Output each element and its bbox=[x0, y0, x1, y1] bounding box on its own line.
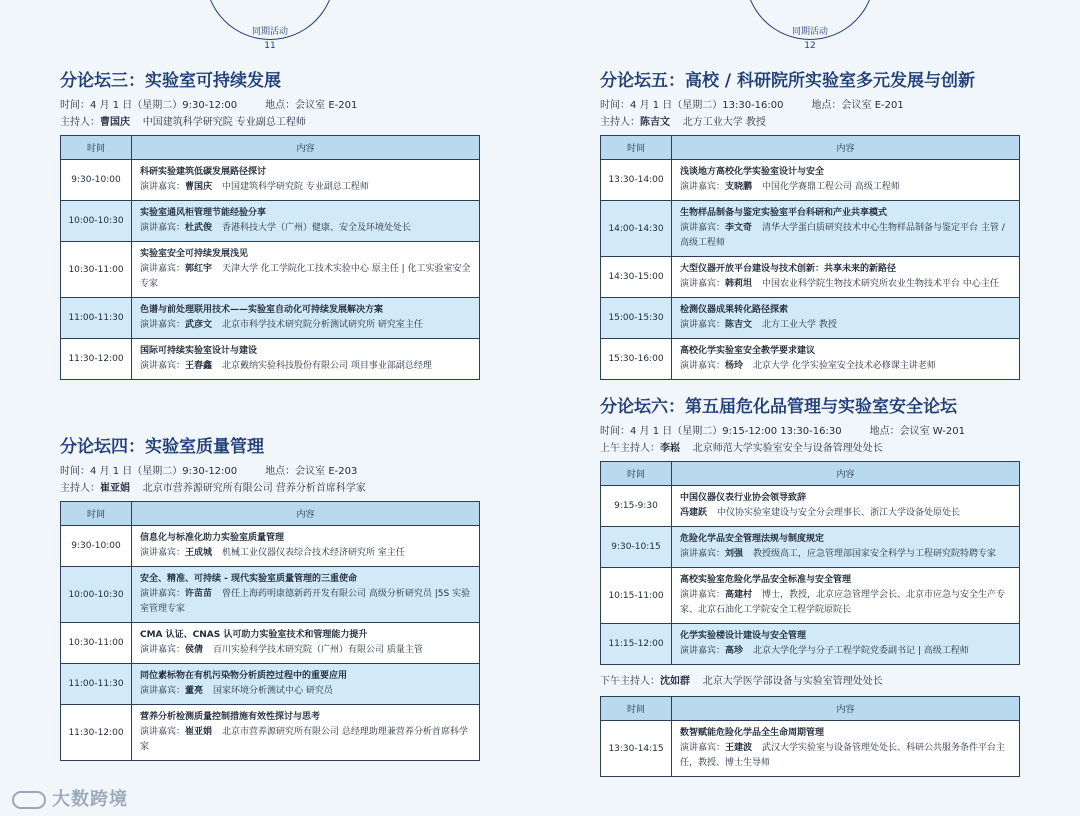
row-topic: 国际可持续实验室设计与建设 bbox=[140, 346, 258, 356]
host-org: 北方工业大学 教授 bbox=[682, 117, 766, 128]
speaker-org: 教授级高工，应急管理部国家安全科学与工程研究院特聘专家 bbox=[753, 549, 997, 559]
host-name: 李崧 bbox=[660, 443, 680, 454]
row-speaker bbox=[140, 546, 471, 561]
row-time: 11:30-12:00 bbox=[61, 339, 132, 380]
speaker-org: 香港科技大学（广州）健康、安全及环境处处长 bbox=[222, 223, 412, 233]
table-header bbox=[601, 136, 1020, 160]
row-time: 11:00-11:30 bbox=[61, 298, 132, 339]
row-speaker bbox=[680, 359, 1011, 374]
speaker-label: 演讲嘉宾： bbox=[680, 590, 726, 600]
speaker-org: 百川实验科学技术研究院（广州）有限公司 质量主管 bbox=[213, 645, 423, 655]
row-content bbox=[132, 664, 480, 705]
row-time: 15:00-15:30 bbox=[601, 298, 672, 339]
host-label: 主持人： bbox=[600, 117, 640, 128]
row-speaker bbox=[680, 221, 1011, 251]
speaker-name: 王春鑫 bbox=[185, 361, 213, 371]
row-content bbox=[132, 201, 480, 242]
row-topic: 检测仪器成果转化路径探索 bbox=[680, 305, 789, 315]
row-topic: CMA 认证、CNAS 认可助力实验室技术和管理能力提升 bbox=[140, 630, 368, 640]
row-topic: 生物样品制备与鉴定实验室平台科研和产业共享模式 bbox=[680, 208, 888, 218]
row-topic: 危险化学品安全管理法规与制度规定 bbox=[680, 534, 825, 544]
row-time: 14:00-14:30 bbox=[601, 201, 672, 257]
col-time-header: 时间 bbox=[601, 697, 672, 721]
row-speaker bbox=[680, 588, 1011, 618]
speaker-label: 演讲嘉宾： bbox=[140, 645, 186, 655]
speaker-label: 演讲嘉宾： bbox=[140, 686, 186, 696]
table-row bbox=[61, 623, 480, 664]
row-content bbox=[672, 527, 1020, 568]
row-time: 9:30-10:00 bbox=[61, 526, 132, 567]
speaker-name: 杨玲 bbox=[725, 361, 744, 371]
schedule-table bbox=[60, 135, 480, 380]
forum-time-place bbox=[600, 97, 1020, 114]
header-label: 同期活动 bbox=[251, 27, 288, 37]
col-content-header: 内容 bbox=[672, 697, 1020, 721]
table-header bbox=[601, 462, 1020, 486]
table-row bbox=[601, 201, 1020, 257]
speaker-name: 曹国庆 bbox=[185, 182, 213, 192]
table-header bbox=[601, 697, 1020, 721]
row-time: 9:30-10:15 bbox=[601, 527, 672, 568]
row-topic: 大型仪器开放平台建设与技术创新：共享未来的新路径 bbox=[680, 264, 897, 274]
speaker-name: 李文奇 bbox=[725, 223, 753, 233]
row-content bbox=[672, 624, 1020, 665]
speaker-org: 中国建筑科学研究院 专业副总工程师 bbox=[222, 182, 369, 192]
time-line: 时间：4 月 1 日（星期二）9:30-12:00 bbox=[60, 100, 238, 111]
row-time: 14:30-15:00 bbox=[601, 257, 672, 298]
row-speaker bbox=[140, 221, 471, 236]
page-number: 12 bbox=[804, 41, 816, 51]
row-topic: 中国仪器仪表行业协会领导致辞 bbox=[680, 493, 807, 503]
row-content bbox=[672, 257, 1020, 298]
row-speaker bbox=[680, 547, 1011, 562]
place-line: 地点：会议室 W-201 bbox=[869, 426, 965, 437]
row-topic: 安全、精准、可持续 - 现代实验室质量管理的三重使命 bbox=[140, 574, 358, 584]
speaker-label: 演讲嘉宾： bbox=[140, 320, 186, 330]
speaker-name: 高建村 bbox=[725, 590, 753, 600]
row-content bbox=[672, 486, 1020, 527]
row-speaker bbox=[680, 318, 1011, 333]
speaker-label: 演讲嘉宾： bbox=[140, 223, 186, 233]
table-row bbox=[601, 160, 1020, 201]
speaker-label: 演讲嘉宾： bbox=[680, 223, 726, 233]
row-topic: 色谱与前处理联用技术——实验室自动化可持续发展解决方案 bbox=[140, 305, 384, 315]
host-name: 沈如群 bbox=[660, 676, 690, 687]
row-speaker bbox=[680, 277, 1011, 292]
row-topic: 高校实验室危险化学品安全标准与安全管理 bbox=[680, 575, 852, 585]
row-speaker bbox=[680, 180, 1011, 195]
speaker-name: 冯建跃 bbox=[680, 508, 708, 518]
page-number: 11 bbox=[264, 41, 276, 51]
right-page bbox=[540, 0, 1080, 816]
row-speaker bbox=[680, 644, 1011, 659]
col-content-header: 内容 bbox=[672, 136, 1020, 160]
row-topic: 营养分析检测质量控制措施有效性探讨与思考 bbox=[140, 712, 321, 722]
host-org: 北京大学医学部设备与实验室管理处处长 bbox=[702, 676, 883, 687]
row-content bbox=[132, 705, 480, 761]
forum-title: 分论坛四：实验室质量管理 bbox=[60, 437, 264, 457]
table-row bbox=[601, 486, 1020, 527]
schedule-table bbox=[60, 501, 480, 761]
forum-am-host bbox=[600, 440, 1020, 457]
row-speaker bbox=[140, 359, 471, 374]
row-time: 9:30-10:00 bbox=[61, 160, 132, 201]
table-row bbox=[601, 624, 1020, 665]
row-speaker bbox=[140, 262, 471, 292]
watermark-logo-icon bbox=[12, 791, 46, 809]
row-speaker bbox=[140, 725, 471, 755]
row-topic: 科研实验建筑低碳发展路径探讨 bbox=[140, 167, 267, 177]
speaker-label: 演讲嘉宾： bbox=[680, 361, 726, 371]
table-row bbox=[61, 339, 480, 380]
row-time: 15:30-16:00 bbox=[601, 339, 672, 380]
row-content bbox=[132, 339, 480, 380]
schedule-table-am bbox=[600, 461, 1020, 665]
speaker-org: 北京大学 化学实验室安全技术必修课主讲老师 bbox=[753, 361, 936, 371]
row-content bbox=[132, 623, 480, 664]
forum-3 bbox=[60, 66, 480, 380]
row-content bbox=[672, 568, 1020, 624]
row-topic: 同位素标物在有机污染物分析质控过程中的重要应用 bbox=[140, 671, 348, 681]
row-topic: 实验室安全可持续发展浅见 bbox=[140, 249, 249, 259]
row-speaker bbox=[680, 741, 1011, 771]
row-content bbox=[672, 339, 1020, 380]
row-content bbox=[132, 160, 480, 201]
host-name: 曹国庆 bbox=[100, 117, 130, 128]
row-speaker bbox=[140, 684, 471, 699]
row-topic: 化学实验楼设计建设与安全管理 bbox=[680, 631, 807, 641]
speaker-name: 韩莉坦 bbox=[725, 279, 753, 289]
host-label: 主持人： bbox=[60, 483, 100, 494]
speaker-org: 武汉大学实验室与设备管理处处长、科研公共服务条件平台主任，教授、博士生导师 bbox=[680, 743, 1006, 768]
row-speaker bbox=[140, 587, 471, 617]
col-time-header: 时间 bbox=[601, 462, 672, 486]
forum-title: 分论坛五：高校 / 科研院所实验室多元发展与创新 bbox=[600, 71, 976, 91]
time-line: 时间：4 月 1 日（星期二）13:30-16:00 bbox=[600, 100, 784, 111]
forum-host bbox=[600, 114, 1020, 131]
table-row bbox=[601, 721, 1020, 777]
row-topic: 信息化与标准化助力实验室质量管理 bbox=[140, 533, 285, 543]
table-row bbox=[61, 664, 480, 705]
schedule-table bbox=[600, 135, 1020, 380]
schedule-table-pm bbox=[600, 696, 1020, 777]
host-org: 中国建筑科学研究院 专业副总工程师 bbox=[142, 117, 306, 128]
row-speaker bbox=[140, 318, 471, 333]
speaker-label: 演讲嘉宾： bbox=[140, 182, 186, 192]
row-content bbox=[132, 526, 480, 567]
forum-time-place bbox=[60, 97, 480, 114]
col-time-header: 时间 bbox=[61, 502, 132, 526]
speaker-name: 陈吉文 bbox=[725, 320, 753, 330]
col-content-header: 内容 bbox=[132, 136, 480, 160]
row-content bbox=[672, 201, 1020, 257]
row-topic: 实验室通风柜管理节能经验分享 bbox=[140, 208, 267, 218]
speaker-label: 演讲嘉宾： bbox=[140, 264, 186, 274]
row-time: 10:30-11:00 bbox=[61, 242, 132, 298]
col-content-header: 内容 bbox=[672, 462, 1020, 486]
speaker-org: 博士，教授，北京应急管理学会长、北京市应急与安全生产专家、北京石油化工学院安全工程学院原院长 bbox=[680, 590, 1006, 615]
row-time: 10:00-10:30 bbox=[61, 201, 132, 242]
speaker-label: 演讲嘉宾： bbox=[680, 320, 726, 330]
speaker-label: 演讲嘉宾： bbox=[140, 727, 186, 737]
forum-pm-host bbox=[600, 673, 1020, 690]
row-content bbox=[672, 721, 1020, 777]
speaker-org: 中仪协实验室建设与安全分会理事长、浙江大学设备处原处长 bbox=[717, 508, 961, 518]
forum-title: 分论坛六：第五届危化品管理与实验室安全论坛 bbox=[600, 397, 957, 417]
speaker-name: 王建波 bbox=[725, 743, 753, 753]
speaker-org: 北方工业大学 教授 bbox=[762, 320, 837, 330]
speaker-org: 曾任上海药明康德新药开发有限公司 高级分析研究员 |5S 实验室管理专家 bbox=[140, 589, 471, 614]
host-org: 北京市营养源研究所有限公司 营养分析首席科学家 bbox=[142, 483, 366, 494]
host-label: 下午主持人： bbox=[600, 676, 660, 687]
col-time-header: 时间 bbox=[601, 136, 672, 160]
row-topic: 浅谈地方高校化学实验室设计与安全 bbox=[680, 167, 825, 177]
table-row bbox=[61, 242, 480, 298]
place-line: 地点：会议室 E-203 bbox=[265, 466, 358, 477]
row-time: 10:00-10:30 bbox=[61, 567, 132, 623]
row-time: 13:30-14:00 bbox=[601, 160, 672, 201]
speaker-label: 演讲嘉宾： bbox=[680, 743, 726, 753]
speaker-label: 演讲嘉宾： bbox=[680, 549, 726, 559]
speaker-org: 北京市营养源研究所有限公司 总经理助理兼营养分析首席科学家 bbox=[140, 727, 468, 752]
speaker-label: 演讲嘉宾： bbox=[680, 279, 726, 289]
speaker-org: 机械工业仪器仪表综合技术经济研究所 室主任 bbox=[222, 548, 405, 558]
forum-host bbox=[60, 480, 480, 497]
forum-6 bbox=[600, 392, 1020, 777]
header-label: 同期活动 bbox=[791, 27, 828, 37]
row-time: 13:30-14:15 bbox=[601, 721, 672, 777]
table-row bbox=[601, 339, 1020, 380]
row-time: 9:15-9:30 bbox=[601, 486, 672, 527]
table-header bbox=[61, 136, 480, 160]
speaker-name: 支晓鹏 bbox=[725, 182, 753, 192]
speaker-org: 中国化学赛鼎工程公司 高级工程师 bbox=[762, 182, 900, 192]
table-row bbox=[61, 298, 480, 339]
speaker-label: 演讲嘉宾： bbox=[680, 646, 726, 656]
speaker-org: 北京大学化学与分子工程学院党委副书记 | 高级工程师 bbox=[753, 646, 969, 656]
col-time-header: 时间 bbox=[61, 136, 132, 160]
row-speaker bbox=[140, 180, 471, 195]
forum-time-place bbox=[600, 423, 1020, 440]
row-speaker bbox=[140, 643, 471, 658]
host-org: 北京师范大学实验室安全与设备管理处处长 bbox=[692, 443, 883, 454]
table-row bbox=[61, 567, 480, 623]
speaker-org: 国家环境分析测试中心 研究员 bbox=[213, 686, 333, 696]
table-row bbox=[61, 160, 480, 201]
row-content bbox=[672, 160, 1020, 201]
speaker-label: 演讲嘉宾： bbox=[140, 361, 186, 371]
speaker-name: 刘强 bbox=[725, 549, 744, 559]
speaker-label: 演讲嘉宾： bbox=[140, 589, 186, 599]
place-line: 地点：会议室 E-201 bbox=[811, 100, 904, 111]
col-content-header: 内容 bbox=[132, 502, 480, 526]
forum-4 bbox=[60, 432, 480, 761]
speaker-name: 王成城 bbox=[185, 548, 213, 558]
time-line: 时间：4 月 1 日（星期二）9:15-12:00 13:30-16:30 bbox=[600, 426, 842, 437]
row-time: 11:00-11:30 bbox=[61, 664, 132, 705]
row-content bbox=[132, 567, 480, 623]
row-content bbox=[132, 242, 480, 298]
row-topic: 高校化学实验室安全教学要求建议 bbox=[680, 346, 816, 356]
table-row bbox=[601, 568, 1020, 624]
speaker-name: 武彦文 bbox=[185, 320, 213, 330]
forum-time-place bbox=[60, 463, 480, 480]
row-time: 10:15-11:00 bbox=[601, 568, 672, 624]
speaker-label: 演讲嘉宾： bbox=[140, 548, 186, 558]
speaker-name: 侯倩 bbox=[185, 645, 204, 655]
host-label: 主持人： bbox=[60, 117, 100, 128]
table-row bbox=[61, 201, 480, 242]
row-topic: 数智赋能危险化学品全生命周期管理 bbox=[680, 728, 825, 738]
table-row bbox=[601, 257, 1020, 298]
speaker-org: 清华大学蛋白质研究技术中心生物样品制备与鉴定平台 主管 / 高级工程师 bbox=[680, 223, 1005, 248]
place-line: 地点：会议室 E-201 bbox=[265, 100, 358, 111]
row-content bbox=[672, 298, 1020, 339]
speaker-name: 郭红宇 bbox=[185, 264, 213, 274]
speaker-org: 天津大学 化工学院化工技术实验中心 原主任 | 化工实验室安全专家 bbox=[140, 264, 471, 289]
table-row bbox=[61, 526, 480, 567]
row-time: 11:30-12:00 bbox=[61, 705, 132, 761]
speaker-name: 许苗苗 bbox=[185, 589, 213, 599]
watermark bbox=[12, 785, 128, 811]
speaker-label: 演讲嘉宾： bbox=[680, 182, 726, 192]
table-row bbox=[601, 527, 1020, 568]
row-time: 11:15-12:00 bbox=[601, 624, 672, 665]
host-label: 上午主持人： bbox=[600, 443, 660, 454]
watermark-text: 大数跨境 bbox=[52, 789, 128, 810]
row-content bbox=[132, 298, 480, 339]
forum-host bbox=[60, 114, 480, 131]
forum-title: 分论坛三：实验室可持续发展 bbox=[60, 71, 281, 91]
speaker-name: 高珍 bbox=[725, 646, 744, 656]
row-time: 10:30-11:00 bbox=[61, 623, 132, 664]
speaker-name: 杜武俊 bbox=[185, 223, 213, 233]
host-name: 崔亚娟 bbox=[100, 483, 130, 494]
table-header bbox=[61, 502, 480, 526]
row-speaker bbox=[680, 506, 1011, 521]
speaker-org: 北京戴纳实验科技股份有限公司 项目事业部副总经理 bbox=[222, 361, 432, 371]
host-name: 陈吉文 bbox=[640, 117, 670, 128]
forum-5 bbox=[600, 66, 1020, 380]
speaker-org: 中国农业科学院生物技术研究所农业生物技术平台 中心主任 bbox=[762, 279, 999, 289]
table-row bbox=[601, 298, 1020, 339]
table-row bbox=[61, 705, 480, 761]
speaker-name: 董亮 bbox=[185, 686, 204, 696]
time-line: 时间：4 月 1 日（星期二）9:30-12:00 bbox=[60, 466, 238, 477]
speaker-name: 崔亚娟 bbox=[185, 727, 213, 737]
speaker-org: 北京市科学技术研究院分析测试研究所 研究室主任 bbox=[222, 320, 423, 330]
